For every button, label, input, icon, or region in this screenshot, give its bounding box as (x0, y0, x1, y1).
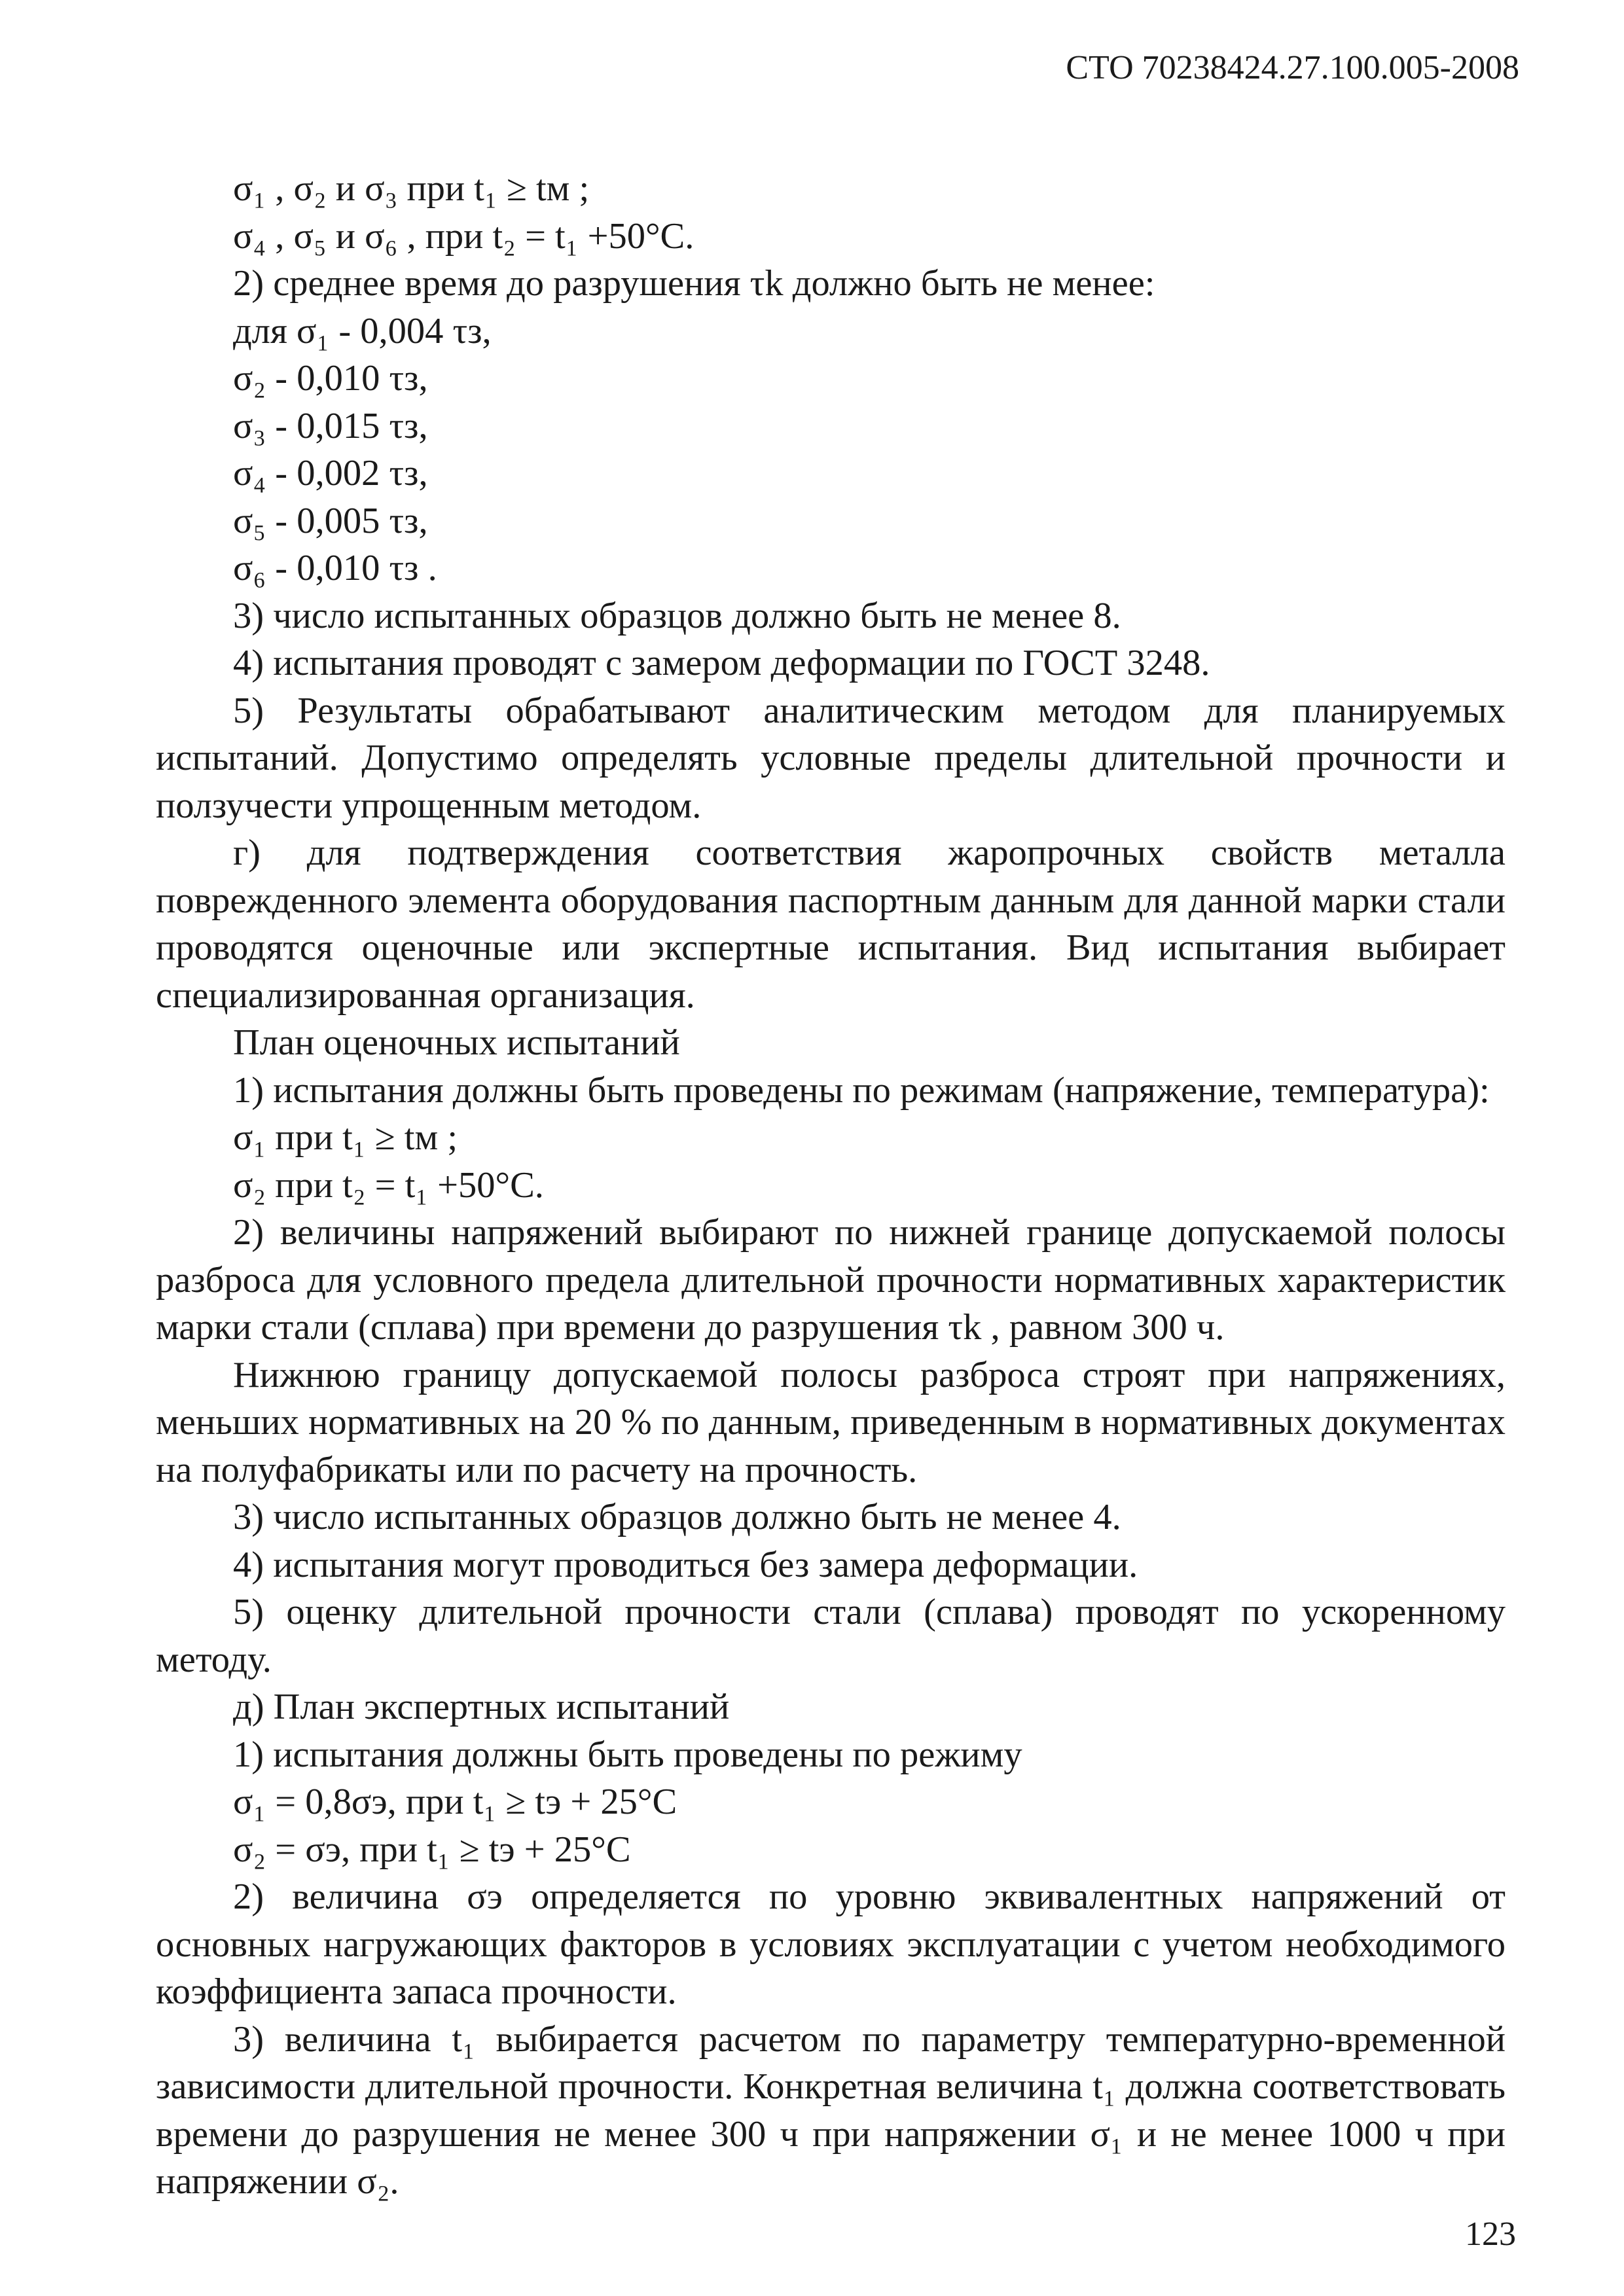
rupture-time-intro: 2) среднее время до разрушения τk должно быть не менее: (233, 263, 1155, 304)
temperature-selection-paragraph: 3) величина t₁ выбирается расчетом по параметру температурно-временной зависимости длительной прочности. Конкретная величина t₁ должна соответствовать времени до разрушения не менее 300 ч при напряжении σ₁ и не менее 1000 ч при напряжении σ₂. (156, 2018, 1506, 2202)
expert-mode-sigma-1: σ₁ = 0,8σэ, при t₁ ≥ tэ + 25°С (233, 1782, 677, 1822)
no-deformation-measurement: 4) испытания могут проводиться без замера деформации. (233, 1544, 1138, 1585)
rupture-time-sigma-3: σ₃ - 0,015 τз, (233, 405, 428, 446)
document-code: СТО 70238424.27.100.005-2008 (1066, 49, 1519, 86)
equivalent-stress-paragraph: 2) величина σэ определяется по уровню эквивалентных напряжений от основных нагружающих факторов в условиях эксплуатации с учетом необходимого коэффициента запаса прочности. (156, 1876, 1506, 2012)
sample-count-8: 3) число испытанных образцов должно быть не менее 8. (233, 595, 1121, 636)
evaluation-modes-paragraph: 1) испытания должны быть проведены по режимам (напряжение, температура): (233, 1069, 1490, 1111)
rupture-time-sigma-6: σ₆ - 0,010 τз . (233, 548, 437, 588)
page-body (156, 165, 1506, 2206)
lower-bound-paragraph: Нижнюю границу допускаемой полосы разброса строят при напряжениях, меньших нормативных на 20 % по данным, приведенным в нормативных документах на полуфабрикаты или по расчету на прочность. (156, 1354, 1506, 1490)
stress-modes-line-2: σ₄ , σ₅ и σ₆ , при t₂ = t₁ +50°С. (233, 215, 695, 257)
expert-plan-heading: д) План экспертных испытаний (233, 1687, 730, 1727)
sample-count-4: 3) число испытанных образцов должно быть не менее 4. (233, 1497, 1121, 1537)
expert-mode-sigma-2: σ₂ = σэ, при t₁ ≥ tэ + 25°С (233, 1829, 631, 1870)
paragraph-g: г) для подтверждения соответствия жаропрочных свойств металла поврежденного элемента оборудования паспортным данным для данной марки стали проводятся оценочные или экспертные испытания. Вид испытания выбирает специализированная организация. (156, 833, 1506, 1016)
rupture-time-sigma-5: σ₅ - 0,005 τз, (233, 500, 428, 541)
rupture-time-sigma-2: σ₂ - 0,010 τз, (233, 358, 428, 399)
page-number: 123 (1465, 2215, 1516, 2253)
rupture-time-sigma-4: σ₄ - 0,002 τз, (233, 453, 428, 493)
stress-modes-line-1: σ₁ , σ₂ и σ₃ при t₁ ≥ tм ; (233, 168, 590, 209)
evaluation-plan-heading: План оценочных испытаний (233, 1022, 680, 1063)
results-processing-paragraph: 5) Результаты обрабатывают аналитическим методом для планируемых испытаний. Допустимо определять условные пределы длительной прочности и ползучести упрощенным методом. (156, 690, 1506, 826)
rupture-time-sigma-1: для σ₁ - 0,004 τз, (233, 310, 492, 351)
evaluation-mode-sigma-1: σ₁ при t₁ ≥ tм ; (233, 1117, 458, 1158)
expert-mode-intro: 1) испытания должны быть проведены по режиму (233, 1734, 1022, 1775)
deformation-measurement: 4) испытания проводят с замером деформации по ГОСТ 3248. (233, 643, 1210, 683)
stress-selection-paragraph: 2) величины напряжений выбирают по нижней границе допускаемой полосы разброса для условного предела длительной прочности нормативных характеристик марки стали (сплава) при времени до разрушения τk , равном 300 ч. (156, 1212, 1506, 1348)
accelerated-method-paragraph: 5) оценку длительной прочности стали (сплава) проводят по ускоренному методу. (156, 1592, 1506, 1680)
evaluation-mode-sigma-2: σ₂ при t₂ = t₁ +50°С. (233, 1164, 544, 1206)
